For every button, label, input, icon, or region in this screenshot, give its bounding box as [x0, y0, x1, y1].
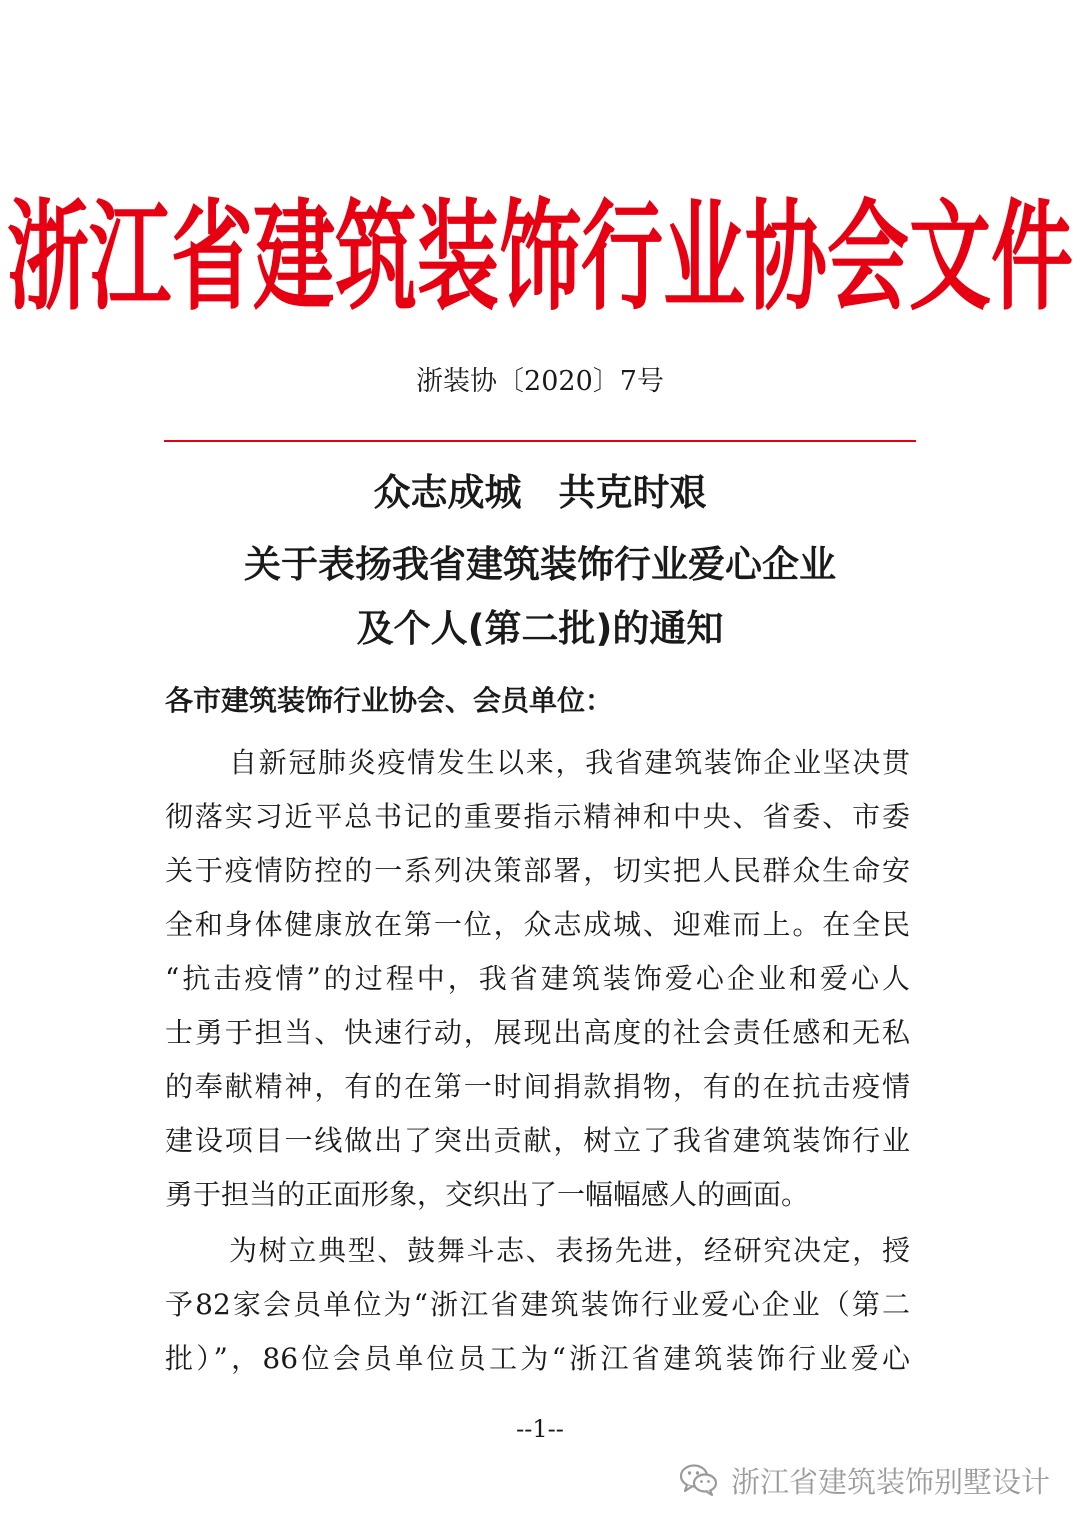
header-divider: [164, 440, 916, 442]
document-number: 浙装协〔2020〕7号: [416, 366, 664, 397]
paragraph-2: [165, 1224, 910, 1386]
notice-title-line-2: 关于表扬我省建筑装饰行业爱心企业: [244, 543, 836, 586]
page-number: --1--: [516, 1415, 564, 1443]
document-header-title: 浙江省建筑装饰行业协会文件: [6, 189, 1073, 327]
salutation: 各市建筑装饰行业协会、会员单位：: [165, 684, 614, 717]
notice-title-line-1: 众志成城 共克时艰: [373, 471, 707, 514]
paragraph-line: 勇于担当的正面形象，交织出了一幅幅感人的画面。: [165, 1178, 810, 1211]
notice-title-line-3: 及个人(第二批)的通知: [356, 607, 724, 650]
paragraph-line: “抗击疫情”的过程中，我省建筑装饰爱心企业和爱心人: [165, 962, 910, 995]
watermark: [679, 1458, 1050, 1502]
wechat-icon: [679, 1463, 719, 1497]
watermark-text: 浙江省建筑装饰别墅设计: [730, 1464, 1050, 1499]
paragraph-line: 为树立典型、鼓舞斗志、表扬先进，经研究决定，授: [229, 1234, 910, 1267]
paragraph-line: 予82家会员单位为“浙江省建筑装饰行业爱心企业（第二: [165, 1288, 910, 1321]
paragraph-line: 的奉献精神，有的在第一时间捐款捐物，有的在抗击疫情: [165, 1070, 910, 1103]
paragraph-line: 关于疫情防控的一系列决策部署，切实把人民群众生命安: [165, 854, 910, 887]
paragraph-line: 全和身体健康放在第一位，众志成城、迎难而上。在全民: [165, 908, 910, 941]
paragraph-line: 士勇于担当、快速行动，展现出高度的社会责任感和无私: [165, 1016, 910, 1049]
paragraph-line: 建设项目一线做出了突出贡献，树立了我省建筑装饰行业: [165, 1124, 910, 1157]
paragraph-line: 批）”，86位会员单位员工为“浙江省建筑装饰行业爱心: [165, 1342, 910, 1375]
paragraph-line: 彻落实习近平总书记的重要指示精神和中央、省委、市委: [165, 800, 910, 833]
paragraph-line: 自新冠肺炎疫情发生以来，我省建筑装饰企业坚决贯: [229, 746, 910, 779]
paragraph-1: [165, 736, 910, 1222]
